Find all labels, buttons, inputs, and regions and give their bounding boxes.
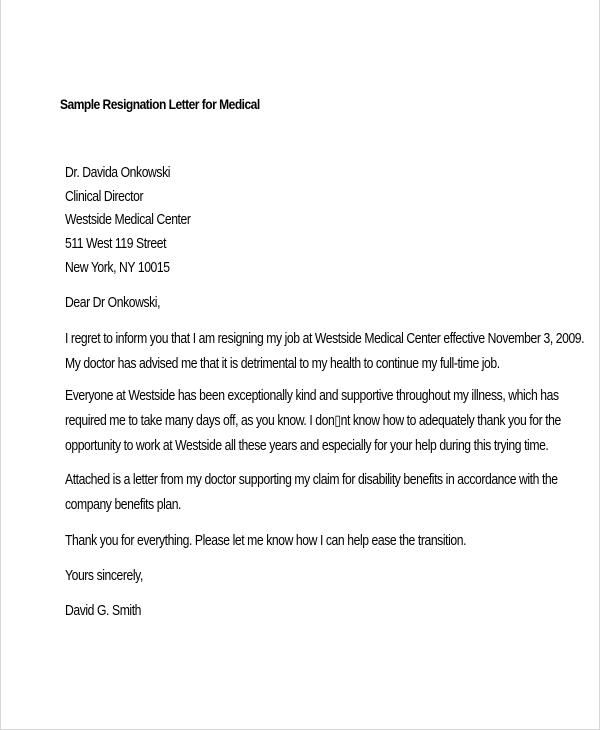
paragraph-line: My doctor has advised me that it is detrimental to my health to continue my full-time job. xyxy=(65,356,500,372)
paragraph-line: Attached is a letter from my doctor supporting my claim for disability benefits in accordance with the xyxy=(65,472,558,488)
recipient-position: Clinical Director xyxy=(65,189,144,205)
closing: Yours sincerely, xyxy=(65,568,143,584)
paragraph-line: Everyone at Westside has been exceptionally kind and supportive throughout my illness, which has xyxy=(65,388,559,404)
recipient-street: 511 West 119 Street xyxy=(65,236,167,252)
signature: David G. Smith xyxy=(65,603,142,619)
recipient-name: Dr. Davida Onkowski xyxy=(65,165,171,181)
paragraph-line: company benefits plan. xyxy=(65,497,182,513)
recipient-organization: Westside Medical Center xyxy=(65,212,191,228)
paragraph-line: opportunity to work at Westside all these years and especially for your help during this trying time. xyxy=(65,438,549,454)
paragraph-line: Thank you for everything. Please let me know how I can help ease the transition. xyxy=(65,533,467,549)
paragraph-line: I regret to inform you that I am resigning my job at Westside Medical Center effective November 3, 2009. xyxy=(65,331,585,347)
document-title: Sample Resignation Letter for Medical xyxy=(60,96,260,112)
paragraph-line: required me to take many days off, as you know. I don▯nt know how to adequately thank you for the xyxy=(65,413,561,429)
recipient-city: New York, NY 10015 xyxy=(65,260,170,276)
salutation: Dear Dr Onkowski, xyxy=(65,295,161,311)
